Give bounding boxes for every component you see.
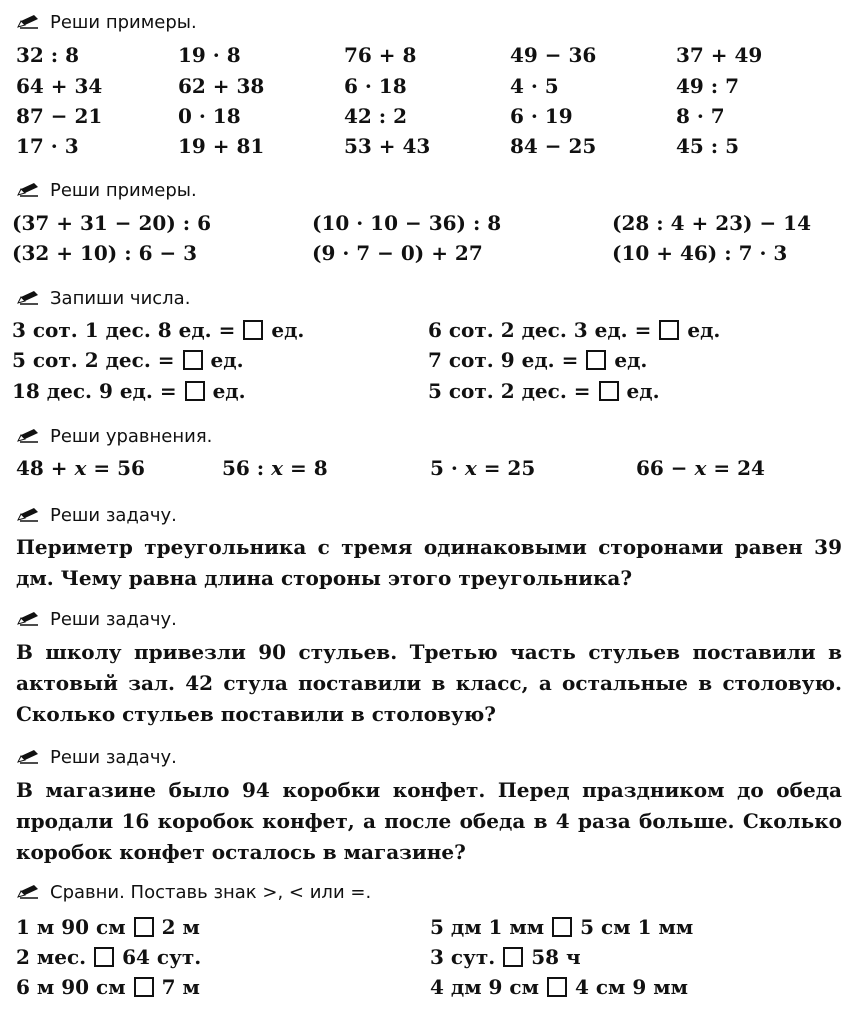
sign-box[interactable]	[134, 977, 154, 997]
number-item: 18 дес. 9 ед. = ед.	[12, 379, 246, 403]
example: 84 − 25	[510, 134, 597, 158]
section-heading	[16, 503, 177, 527]
sign-box[interactable]	[134, 917, 154, 937]
number-item: 3 сот. 1 дес. 8 ед. = ед.	[12, 318, 305, 342]
example-row	[0, 71, 862, 101]
example-row	[0, 101, 862, 131]
example: (10 · 10 − 36) : 8	[312, 211, 502, 235]
example: 64 + 34	[16, 74, 103, 98]
answer-box[interactable]	[183, 350, 203, 370]
number-item: 5 сот. 2 дес. = ед.	[12, 348, 244, 372]
example: 17 · 3	[16, 134, 79, 158]
example: 19 + 81	[178, 134, 265, 158]
example: 8 · 7	[676, 104, 725, 128]
problem-text: В магазине было 94 коробки конфет. Перед праздником до обеда продали 16 коробок конфет, а после обеда в 4 раза больше. Сколько коробок конфет осталось в магазине?	[16, 778, 842, 864]
number-row	[0, 376, 862, 406]
compare-item: 1 м 90 см 2 м	[16, 915, 200, 939]
pencil-icon	[16, 428, 40, 444]
section-heading	[16, 880, 371, 904]
example: 6 · 19	[510, 104, 573, 128]
pencil-icon	[16, 749, 40, 765]
compare-item: 4 дм 9 см 4 см 9 мм	[430, 975, 689, 999]
section-heading	[16, 10, 197, 34]
problem-text: В школу привезли 90 стульев. Третью часть стульев поставили в актовый зал. 42 стула поставили в класс, а остальные в столовую. Сколько стульев поставили в столовую?	[16, 640, 842, 726]
equation: 48 + x = 56	[16, 456, 145, 480]
pencil-icon	[16, 507, 40, 523]
example: (32 + 10) : 6 − 3	[12, 241, 198, 265]
example-row	[0, 208, 862, 238]
number-item: 5 сот. 2 дес. = ед.	[428, 379, 660, 403]
answer-box[interactable]	[599, 381, 619, 401]
compare-item: 3 сут. 58 ч	[430, 945, 581, 969]
example: 32 : 8	[16, 43, 80, 67]
sign-box[interactable]	[552, 917, 572, 937]
example: 49 : 7	[676, 74, 740, 98]
example: (9 · 7 − 0) + 27	[312, 241, 483, 265]
equation: 66 − x = 24	[636, 456, 765, 480]
answer-box[interactable]	[185, 381, 205, 401]
heading-text: Реши примеры.	[50, 11, 197, 33]
heading-text: Запиши числа.	[50, 287, 191, 309]
pencil-icon	[16, 290, 40, 306]
section-heading	[16, 607, 177, 631]
number-row	[0, 345, 862, 375]
number-item: 6 сот. 2 дес. 3 ед. = ед.	[428, 318, 721, 342]
sign-box[interactable]	[547, 977, 567, 997]
compare-row	[0, 912, 862, 942]
section-heading	[16, 178, 197, 202]
example: (37 + 31 − 20) : 6	[12, 211, 212, 235]
example-row	[0, 238, 862, 268]
pencil-icon	[16, 182, 40, 198]
number-item: 7 сот. 9 ед. = ед.	[428, 348, 648, 372]
heading-text: Реши примеры.	[50, 179, 197, 201]
sign-box[interactable]	[503, 947, 523, 967]
example: 19 · 8	[178, 43, 241, 67]
number-row	[0, 315, 862, 345]
example: (28 : 4 + 23) − 14	[612, 211, 812, 235]
example: 42 : 2	[344, 104, 408, 128]
compare-item: 2 мес. 64 сут.	[16, 945, 202, 969]
heading-text: Реши задачу.	[50, 504, 177, 526]
example-row	[0, 40, 862, 70]
example: 6 · 18	[344, 74, 407, 98]
section-heading	[16, 745, 177, 769]
heading-text: Сравни. Поставь знак >, < или =.	[50, 881, 372, 903]
heading-text: Реши задачу.	[50, 746, 177, 768]
example: 76 + 8	[344, 43, 417, 67]
example: 0 · 18	[178, 104, 241, 128]
section-heading	[16, 286, 190, 310]
compare-item: 6 м 90 см 7 м	[16, 975, 200, 999]
compare-row	[0, 942, 862, 972]
example: 53 + 43	[344, 134, 431, 158]
example: 87 − 21	[16, 104, 103, 128]
example: 4 · 5	[510, 74, 559, 98]
compare-item: 5 дм 1 мм 5 см 1 мм	[430, 915, 694, 939]
equation: 5 · x = 25	[430, 456, 536, 480]
pencil-icon	[16, 884, 40, 900]
example: (10 + 46) : 7 · 3	[612, 241, 788, 265]
compare-row	[0, 972, 862, 1002]
heading-text: Реши задачу.	[50, 608, 177, 630]
answer-box[interactable]	[243, 320, 263, 340]
example: 49 − 36	[510, 43, 597, 67]
heading-text: Реши уравнения.	[50, 425, 213, 447]
problem-text: Периметр треугольника с тремя одинаковыми сторонами равен 39 дм. Чему равна длина стороны этого треугольника?	[16, 535, 842, 590]
answer-box[interactable]	[659, 320, 679, 340]
example-row	[0, 131, 862, 161]
pencil-icon	[16, 14, 40, 30]
answer-box[interactable]	[586, 350, 606, 370]
example: 62 + 38	[178, 74, 265, 98]
example: 45 : 5	[676, 134, 740, 158]
section-heading	[16, 424, 212, 448]
example: 37 + 49	[676, 43, 763, 67]
pencil-icon	[16, 611, 40, 627]
equation: 56 : x = 8	[222, 456, 328, 480]
equation-row	[0, 453, 862, 483]
sign-box[interactable]	[94, 947, 114, 967]
